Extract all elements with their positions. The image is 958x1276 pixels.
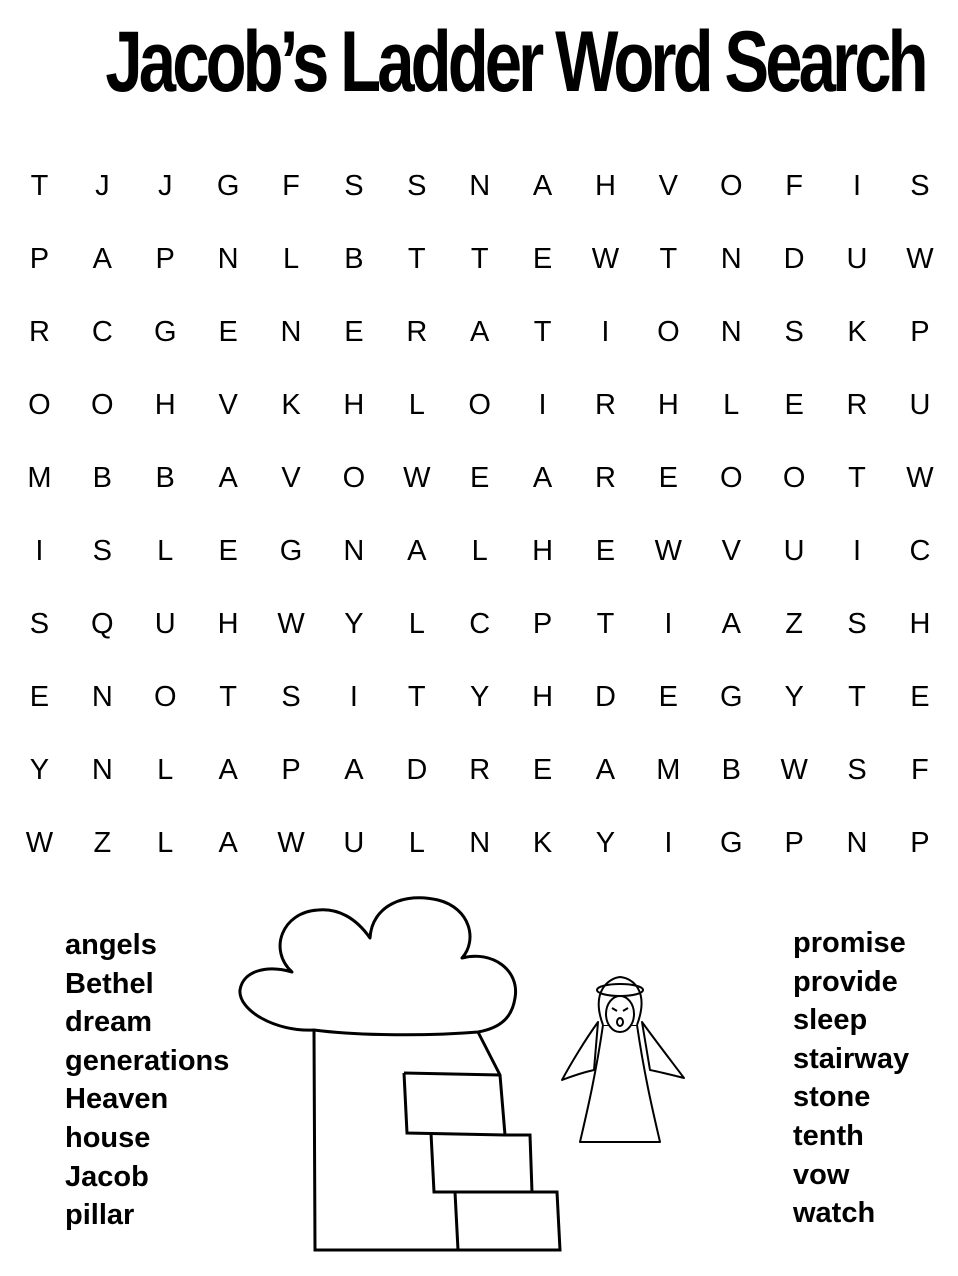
grid-cell: P: [910, 316, 930, 348]
grid-cell: A: [218, 827, 238, 859]
grid-cell: W: [25, 827, 54, 859]
grid-cell: S: [29, 608, 50, 640]
grid-cell: L: [282, 243, 300, 275]
grid-cell: C: [469, 608, 491, 640]
grid-cell: L: [408, 608, 425, 640]
grid-cell: B: [344, 243, 364, 275]
grid-cell: Z: [93, 827, 112, 859]
grid-cell: N: [720, 316, 742, 348]
grid-cell: I: [538, 389, 547, 421]
grid-cell: E: [595, 535, 616, 567]
grid-cell: S: [784, 316, 804, 348]
grid-cell: Y: [29, 754, 50, 786]
grid-cell: P: [281, 754, 301, 786]
stairway-icon: [314, 1030, 560, 1250]
grid-cell: B: [92, 462, 112, 494]
grid-cell: J: [157, 170, 173, 202]
grid-cell: V: [658, 170, 679, 202]
grid-cell: Y: [344, 608, 364, 640]
grid-cell: U: [343, 827, 365, 859]
grid-cell: Y: [595, 827, 616, 859]
grid-cell: I: [349, 681, 358, 713]
grid-cell: L: [157, 535, 174, 567]
grid-cell: S: [407, 170, 427, 202]
grid-cell: K: [281, 389, 301, 421]
grid-row: [8, 588, 952, 661]
grid-cell: P: [29, 243, 50, 275]
grid-cell: P: [155, 243, 175, 275]
grid-cell: D: [783, 243, 805, 275]
grid-cell: V: [721, 535, 741, 567]
grid-cell: R: [594, 389, 616, 421]
grid-cell: E: [344, 316, 364, 348]
grid-cell: H: [532, 681, 554, 713]
grid-cell: T: [848, 681, 866, 713]
grid-cell: G: [216, 170, 240, 202]
grid-cell: A: [218, 462, 238, 494]
grid-cell: A: [532, 462, 553, 494]
grid-cell: T: [659, 243, 678, 275]
grid-cell: E: [658, 681, 679, 713]
grid-cell: O: [153, 681, 177, 713]
grid-cell: O: [468, 389, 491, 421]
grid-cell: E: [29, 681, 50, 713]
grid-cell: S: [847, 608, 867, 640]
grid-cell: H: [343, 389, 365, 421]
grid-cell: T: [470, 243, 489, 275]
grid-cell: P: [532, 608, 553, 640]
grid-cell: T: [596, 608, 615, 640]
grid-cell: H: [657, 389, 679, 421]
grid-cell: W: [403, 462, 431, 494]
grid-cell: A: [470, 316, 490, 348]
grid-cell: C: [91, 316, 113, 348]
word-item: watch: [793, 1197, 876, 1230]
grid-cell: N: [846, 827, 868, 859]
grid-cell: H: [154, 389, 176, 421]
word-item: house: [65, 1121, 151, 1154]
grid-cell: T: [407, 243, 426, 275]
grid-cell: I: [35, 535, 44, 567]
grid-cell: L: [157, 754, 174, 786]
grid-cell: E: [470, 462, 490, 494]
grid-cell: N: [280, 316, 302, 348]
grid-cell: V: [218, 389, 238, 421]
grid-cell: Z: [785, 608, 803, 640]
word-item: pillar: [65, 1199, 135, 1232]
word-item: stone: [793, 1081, 871, 1114]
grid-cell: P: [910, 827, 930, 859]
grid-cell: J: [95, 170, 110, 202]
word-item: promise: [793, 927, 906, 959]
grid-cell: U: [846, 243, 868, 275]
grid-cell: T: [848, 462, 866, 494]
grid-cell: N: [91, 754, 113, 786]
grid-cell: O: [719, 170, 743, 202]
word-item: vow: [793, 1158, 850, 1191]
grid-cell: O: [342, 462, 366, 494]
grid-cell: H: [532, 535, 554, 567]
grid-cell: W: [591, 243, 620, 275]
grid-row: [8, 807, 952, 880]
grid-cell: W: [654, 535, 683, 567]
grid-cell: P: [784, 827, 804, 859]
word-item: generations: [65, 1044, 230, 1077]
grid-cell: L: [408, 389, 425, 421]
word-item: angels: [65, 929, 157, 961]
grid-cell: H: [909, 608, 931, 640]
grid-cell: F: [785, 170, 803, 202]
word-item: sleep: [793, 1004, 868, 1037]
grid-cell: E: [784, 389, 804, 421]
grid-cell: G: [279, 535, 303, 567]
grid-cell: O: [657, 316, 680, 348]
grid-cell: C: [909, 535, 931, 567]
grid-cell: L: [723, 389, 740, 421]
grid-cell: I: [664, 608, 673, 640]
grid-cell: W: [277, 827, 305, 859]
grid-cell: S: [910, 170, 930, 202]
grid-cell: W: [780, 754, 808, 786]
grid-cell: W: [906, 462, 934, 494]
grid-cell: T: [219, 681, 237, 713]
grid-cell: G: [153, 316, 177, 348]
grid-cell: U: [909, 389, 931, 421]
grid-row: [8, 369, 952, 442]
grid-cell: U: [783, 535, 805, 567]
grid-row: [8, 515, 952, 588]
grid-cell: N: [720, 243, 742, 275]
grid-cell: T: [533, 316, 552, 348]
grid-cell: A: [344, 754, 364, 786]
grid-cell: N: [91, 681, 113, 713]
grid-cell: H: [217, 608, 239, 640]
grid-cell: T: [30, 170, 49, 202]
grid-cell: G: [719, 827, 743, 859]
grid-cell: S: [281, 681, 301, 713]
grid-cell: I: [601, 316, 610, 348]
grid-cell: E: [910, 681, 930, 713]
grid-cell: F: [282, 170, 300, 202]
grid-cell: H: [594, 170, 616, 202]
word-item: tenth: [793, 1119, 864, 1152]
word-item: Jacob: [65, 1160, 149, 1193]
grid-cell: A: [532, 170, 553, 202]
grid-cell: O: [782, 462, 806, 494]
cloud-icon: [240, 898, 516, 1035]
grid-cell: K: [532, 827, 553, 859]
grid-cell: A: [407, 535, 427, 567]
grid-cell: E: [218, 535, 238, 567]
grid-cell: V: [281, 462, 301, 494]
grid-cell: R: [469, 754, 491, 786]
grid-cell: K: [847, 316, 867, 348]
word-item: dream: [65, 1006, 153, 1039]
grid-cell: B: [721, 754, 741, 786]
grid-cell: O: [719, 462, 743, 494]
grid-cell: E: [218, 316, 238, 348]
illustration: [0, 880, 958, 1276]
grid-cell: E: [532, 754, 553, 786]
grid-cell: S: [847, 754, 867, 786]
grid-cell: N: [343, 535, 365, 567]
angel-icon: [562, 977, 684, 1142]
grid-cell: A: [218, 754, 238, 786]
grid-cell: R: [846, 389, 868, 421]
grid-cell: Y: [470, 681, 490, 713]
grid-cell: E: [532, 243, 553, 275]
page-title: Jacob’s Ladder Word Search: [105, 14, 925, 110]
grid-cell: D: [406, 754, 428, 786]
grid-cell: N: [469, 827, 491, 859]
grid-cell: B: [155, 462, 175, 494]
grid-cell: R: [406, 316, 428, 348]
grid-cell: L: [471, 535, 488, 567]
grid-cell: W: [906, 243, 934, 275]
grid-cell: L: [157, 827, 174, 859]
grid-cell: I: [852, 170, 862, 202]
grid-cell: I: [852, 535, 862, 567]
grid-row: [8, 296, 952, 369]
grid-cell: L: [408, 827, 425, 859]
grid-cell: A: [92, 243, 112, 275]
grid-cell: W: [277, 608, 305, 640]
grid-cell: Y: [784, 681, 804, 713]
grid-cell: G: [719, 681, 743, 713]
grid-row: [8, 223, 952, 296]
grid-row: [8, 661, 952, 734]
letter-grid: [8, 150, 952, 880]
grid-cell: I: [664, 827, 673, 859]
grid-cell: A: [721, 608, 741, 640]
word-item: Heaven: [65, 1083, 169, 1116]
grid-cell: O: [28, 389, 51, 421]
grid-cell: A: [595, 754, 616, 786]
grid-cell: F: [911, 754, 929, 786]
word-item: stairway: [793, 1042, 910, 1075]
grid-cell: E: [658, 462, 679, 494]
grid-cell: R: [28, 316, 50, 348]
grid-cell: D: [594, 681, 616, 713]
grid-cell: U: [154, 608, 176, 640]
grid-row: [8, 150, 952, 223]
grid-cell: Q: [91, 608, 114, 640]
word-item: Bethel: [65, 967, 154, 1000]
grid-cell: S: [344, 170, 364, 202]
grid-cell: O: [91, 389, 114, 421]
grid-row: [8, 442, 952, 515]
grid-cell: N: [217, 243, 239, 275]
grid-cell: T: [407, 681, 426, 713]
word-item: provide: [793, 965, 898, 998]
grid-row: [8, 734, 952, 807]
grid-cell: R: [594, 462, 616, 494]
grid-cell: M: [656, 754, 681, 786]
grid-cell: S: [92, 535, 112, 567]
grid-cell: N: [469, 170, 491, 202]
grid-cell: M: [27, 462, 52, 494]
